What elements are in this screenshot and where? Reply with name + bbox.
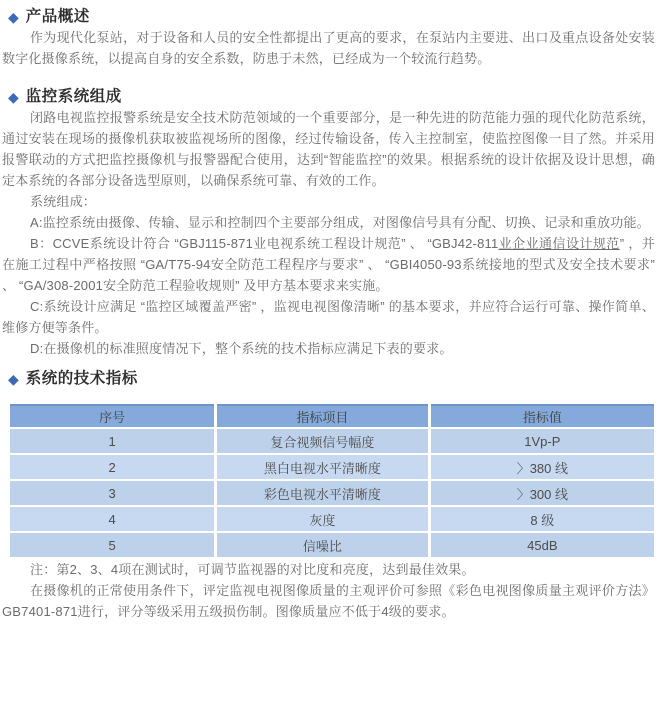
table-cell-item: 灰度	[217, 507, 428, 531]
table-row	[10, 533, 654, 557]
section-heading-text: 产品概述	[25, 8, 90, 25]
paragraph-system-intro: 闭路电视监控报警系统是安全技术防范领域的一个重要部分，是一种先进的防范能力强的现代化防范系统，通过安装在现场的摄像机获取被监视场所的图像，经过传输设备，传入主控制室，使监控图像一目了然。并采用报警联动的方式把监控摄像机与报警器配合使用，达到“智能监控”的效果。根据系统的设计依据及设计思想，确定本系统的各部分设备选型原则，以确保系统可靠、有效的工作。	[2, 110, 655, 188]
section-heading-system-composition	[8, 87, 655, 107]
table-cell-item: 彩色电视水平清晰度	[217, 481, 428, 505]
item-b-underlined-text: 业企业通信设计规范	[498, 236, 620, 251]
table-header-cell-value: 指标值	[431, 404, 654, 427]
table-cell-value: 1Vp-P	[431, 429, 654, 453]
specs-table-header-row	[10, 404, 654, 427]
table-cell-item: 复合视频信号幅度	[217, 429, 428, 453]
table-cell-item: 信噪比	[217, 533, 428, 557]
table-header-cell-index: 序号	[10, 404, 214, 427]
section-heading-product-overview	[8, 7, 655, 27]
paragraph-quality-evaluation: 在摄像机的正常使用条件下，评定监视电视图像质量的主观评价可参照《彩色电视图像质量主观评价方法》GB7401-871进行，评分等级采用五级损伤制。图像质量应不低于4级的要求。	[2, 583, 655, 619]
item-b-text-continued: ” ，并在施工过程中严格按照 “GA/T75-94安全防范工程程序与要求” 、 “GBI4050-93系统接地的型式及安全技术要求” 、 “GA/308-2001安全防范工程验收规则” 及甲方基本要求来实施。	[2, 236, 655, 293]
paragraph-table-note: 注：第2、3、4项在测试时，可调节监视器的对比度和亮度，达到最佳效果。	[30, 562, 475, 577]
table-cell-value: 45dB	[431, 533, 654, 557]
diamond-bullet-icon: ◆	[8, 9, 19, 25]
table-cell-value: 〉300 线	[431, 481, 654, 505]
table-cell-index: 1	[10, 429, 214, 453]
table-row	[10, 507, 654, 531]
item-b-text: B：CCVE系统设计符合 “GBJ115-871业电视系统工程设计规范” 、 “GBJ42-811	[30, 236, 499, 251]
table-cell-index: 5	[10, 533, 214, 557]
diamond-bullet-icon: ◆	[8, 371, 19, 387]
specs-table	[7, 402, 657, 559]
table-row	[10, 429, 654, 453]
section-product-overview	[2, 7, 655, 69]
paragraph-item-d: D:在摄像机的标准照度情况下，整个系统的技术指标应满足下表的要求。	[30, 341, 453, 356]
table-cell-item: 黑白电视水平清晰度	[217, 455, 428, 479]
table-cell-index: 2	[10, 455, 214, 479]
paragraph-system-composition-label: 系统组成：	[30, 194, 97, 209]
paragraph-item-c: C:系统设计应满足 “监控区域覆盖严密” ，监视电视图像清晰” 的基本要求，并应符合运行可靠、操作简单、维修方便等条件。	[2, 299, 655, 335]
section-heading-text: 监控系统组成	[25, 88, 122, 105]
table-cell-index: 4	[10, 507, 214, 531]
section-technical-specs	[2, 369, 655, 622]
section-heading-text: 系统的技术指标	[25, 370, 138, 387]
paragraph-item-a: A:监控系统由摄像、传输、显示和控制四个主要部分组成，对图像信号具有分配、切换、记录和重放功能。	[30, 215, 650, 230]
table-row	[10, 455, 654, 479]
table-cell-index: 3	[10, 481, 214, 505]
paragraph-product-overview: 作为现代化泵站，对于设备和人员的安全性都提出了更高的要求，在泵站内主要进、出口及重点设备处安装数字化摄像系统，以提高自身的安全系数，防患于未然，已经成为一个较流行趋势。	[2, 30, 655, 66]
table-cell-value: 8 级	[431, 507, 654, 531]
table-row	[10, 481, 654, 505]
table-header-cell-item: 指标项目	[217, 404, 428, 427]
section-system-composition	[2, 87, 655, 359]
paragraph-item-b	[2, 233, 655, 296]
table-cell-value: 〉380 线	[431, 455, 654, 479]
section-heading-technical-specs	[8, 369, 655, 389]
diamond-bullet-icon: ◆	[8, 89, 19, 105]
